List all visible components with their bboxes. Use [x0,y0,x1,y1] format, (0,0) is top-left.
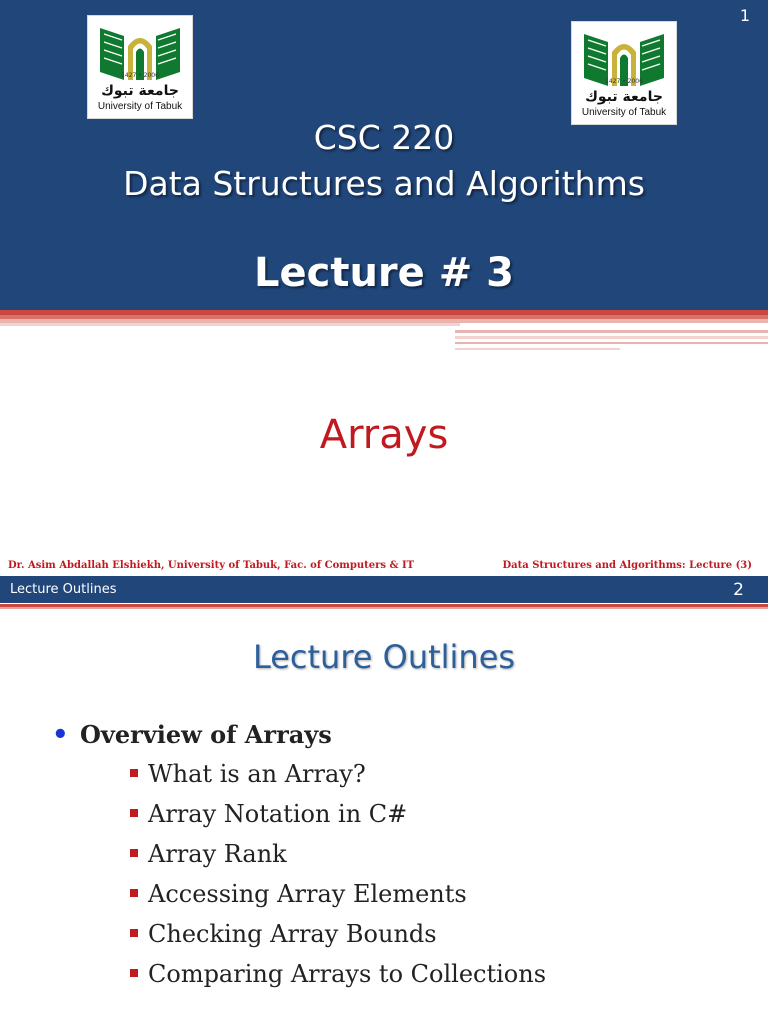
decorative-stripe [0,607,768,609]
outline-list [52,716,546,994]
square-bullet-icon [130,889,138,897]
course-name: Data Structures and Algorithms [123,164,645,203]
list-item [52,914,546,954]
decorative-stripe [455,342,768,344]
logo-arabic-name: جامعة تبوك [585,89,663,105]
course-code: CSC 220 [313,118,455,157]
university-logo-left [87,15,193,119]
square-bullet-icon [130,809,138,817]
university-logo-right [571,21,677,125]
slide-2 [0,576,768,1024]
square-bullet-icon [130,929,138,937]
footer-course: Data Structures and Algorithms: Lecture (3) [502,560,752,571]
logo-arabic-name: جامعة تبوك [101,83,179,99]
outline-sub-item: Accessing Array Elements [148,880,467,908]
square-bullet-icon [130,769,138,777]
list-item [52,794,546,834]
outline-sub-item: Comparing Arrays to Collections [148,960,547,988]
topic-title: Arrays [319,412,449,458]
list-item [52,874,546,914]
outline-sub-item: Array Notation in C# [148,800,408,828]
logo-year: 1427 • 2006 [121,72,159,79]
outline-sub-item: What is an Array? [148,760,366,788]
logo-english-name: University of Tabuk [581,107,667,118]
slide-header-bar [0,576,768,603]
square-bullet-icon [130,969,138,977]
list-item [52,954,546,994]
list-item [52,716,546,754]
outline-main-item: Overview of Arrays [80,720,332,749]
outline-sub-item: Array Rank [148,840,287,868]
page-number: 2 [733,580,744,600]
footer-author: Dr. Asim Abdallah Elshiekh, University of Tabuk, Fac. of Computers & IT [8,560,415,571]
logo-year: 1427 • 2006 [605,78,643,85]
list-item [52,754,546,794]
header-bar-label: Lecture Outlines [10,582,117,597]
logo-english-name: University of Tabuk [97,101,183,112]
decorative-stripe [455,336,768,339]
lecture-number: Lecture # 3 [254,250,514,296]
list-item [52,834,546,874]
decorative-stripe [0,323,460,326]
bullet-dot-icon: • [52,720,69,750]
square-bullet-icon [130,849,138,857]
decorative-stripe [455,348,620,350]
outline-sub-item: Checking Array Bounds [148,920,437,948]
page-number: 1 [739,6,750,25]
slide-title: Lecture Outlines [252,638,516,676]
decorative-stripe [455,330,768,333]
